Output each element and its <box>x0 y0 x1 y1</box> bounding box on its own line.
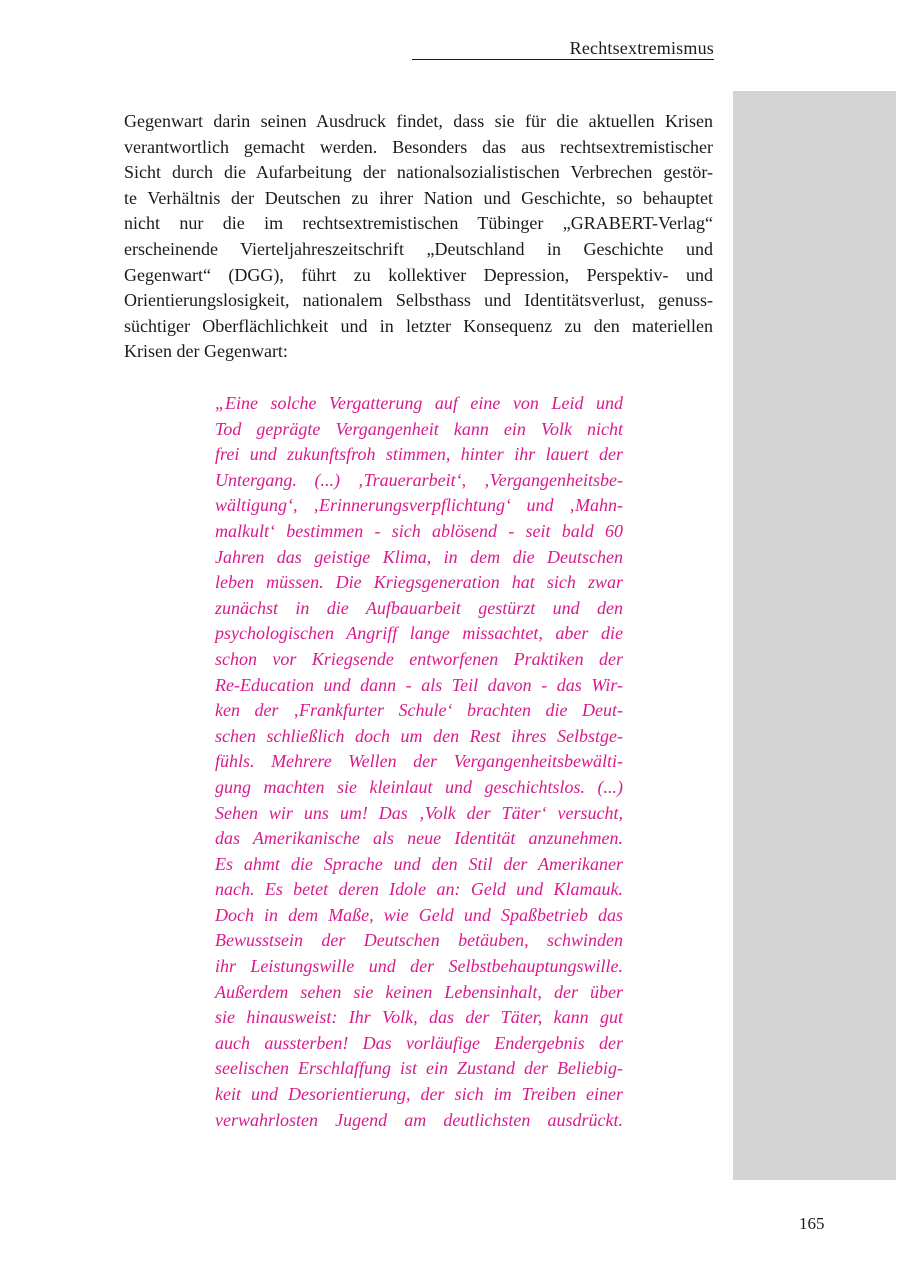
quote-line: schon vor Kriegsende entworfenen Praktiken der <box>215 648 623 669</box>
quote-line: Jahren das geistige Klima, in dem die Deutschen <box>215 546 623 567</box>
quote-line: zunächst in die Aufbauarbeit gestürzt und den <box>215 597 623 618</box>
body-line: Krisen der Gegenwart: <box>124 341 288 362</box>
quote-line: fühls. Mehrere Wellen der Vergangenheitsbewälti- <box>215 751 623 772</box>
body-line: te Verhältnis der Deutschen zu ihrer Nation und Geschichte, so behauptet <box>124 187 713 208</box>
block-quote <box>215 391 623 1133</box>
quote-line: Außerdem sehen sie keinen Lebensinhalt, der über <box>215 981 623 1002</box>
quote-line: nach. Es betet deren Idole an: Geld und Klamauk. <box>215 879 623 900</box>
quote-line: das Amerikanische als neue Identität anzunehmen. <box>215 828 623 849</box>
quote-line: keit und Desorientierung, der sich im Treiben einer <box>215 1084 623 1105</box>
quote-line: auch aussterben! Das vorläufige Endergebnis der <box>215 1032 623 1053</box>
body-line: Orientierungslosigkeit, nationalem Selbsthass und Identitätsverlust, genuss- <box>124 290 713 311</box>
quote-line: verwahrlosten Jugend am deutlichsten ausdrückt. <box>215 1109 623 1130</box>
quote-line: Tod geprägte Vergangenheit kann ein Volk nicht <box>215 418 623 439</box>
header-rule <box>412 59 714 60</box>
quote-line: „Eine solche Vergatterung auf eine von Leid und <box>215 393 623 413</box>
quote-line: seelischen Erschlaffung ist ein Zustand der Beliebig- <box>215 1058 623 1079</box>
running-header: Rechtsextremismus <box>569 38 714 58</box>
body-line: Sicht durch die Aufarbeitung der nationalsozialistischen Verbrechen gestör- <box>124 162 713 183</box>
quote-line: wältigung‘, ‚Erinnerungsverpflichtung‘ und ‚Mahn- <box>215 495 623 516</box>
body-paragraph <box>124 109 713 365</box>
quote-line: Untergang. (...) ‚Trauerarbeit‘, ‚Vergangenheitsbe- <box>215 469 623 490</box>
quote-line: leben müssen. Die Kriegsgeneration hat sich zwar <box>215 572 623 593</box>
body-line: Gegenwart“ (DGG), führt zu kollektiver Depression, Perspektiv- und <box>124 264 713 285</box>
quote-line: ihr Leistungswille und der Selbstbehauptungswille. <box>215 956 623 977</box>
quote-line: Bewusstsein der Deutschen betäuben, schwinden <box>215 930 623 951</box>
body-line: Gegenwart darin seinen Ausdruck findet, dass sie für die aktuellen Krisen <box>124 111 713 131</box>
body-line: nicht nur die im rechtsextremistischen Tübinger „GRABERT-Verlag“ <box>124 213 713 234</box>
quote-line: ken der ‚Frankfurter Schule‘ brachten die Deut- <box>215 700 623 721</box>
quote-line: gung machten sie kleinlaut und geschichtslos. (...) <box>215 776 623 797</box>
quote-line: malkult‘ bestimmen - sich ablösend - seit bald 60 <box>215 520 623 541</box>
quote-line: psychologischen Angriff lange missachtet, aber die <box>215 623 623 644</box>
quote-line: Re-Education und dann - als Teil davon - das Wir- <box>215 674 623 695</box>
page-number: 165 <box>799 1214 825 1233</box>
quote-line: Sehen wir uns um! Das ‚Volk der Täter‘ versucht, <box>215 802 623 823</box>
quote-line: sie hinausweist: Ihr Volk, das der Täter, kann gut <box>215 1007 623 1028</box>
body-line: süchtiger Oberflächlichkeit und in letzter Konsequenz zu den materiellen <box>124 315 713 336</box>
quote-line: schen schließlich doch um den Rest ihres Selbstge- <box>215 725 623 746</box>
body-line: verantwortlich gemacht werden. Besonders das aus rechtsextremistischer <box>124 136 713 157</box>
body-line: erscheinende Vierteljahreszeitschrift „Deutschland in Geschichte und <box>124 238 713 259</box>
quote-line: Es ahmt die Sprache und den Stil der Amerikaner <box>215 853 623 874</box>
margin-sidebar <box>733 91 896 1180</box>
quote-line: frei und zukunftsfroh stimmen, hinter ihr lauert der <box>215 444 623 465</box>
quote-line: Doch in dem Maße, wie Geld und Spaßbetrieb das <box>215 904 623 925</box>
